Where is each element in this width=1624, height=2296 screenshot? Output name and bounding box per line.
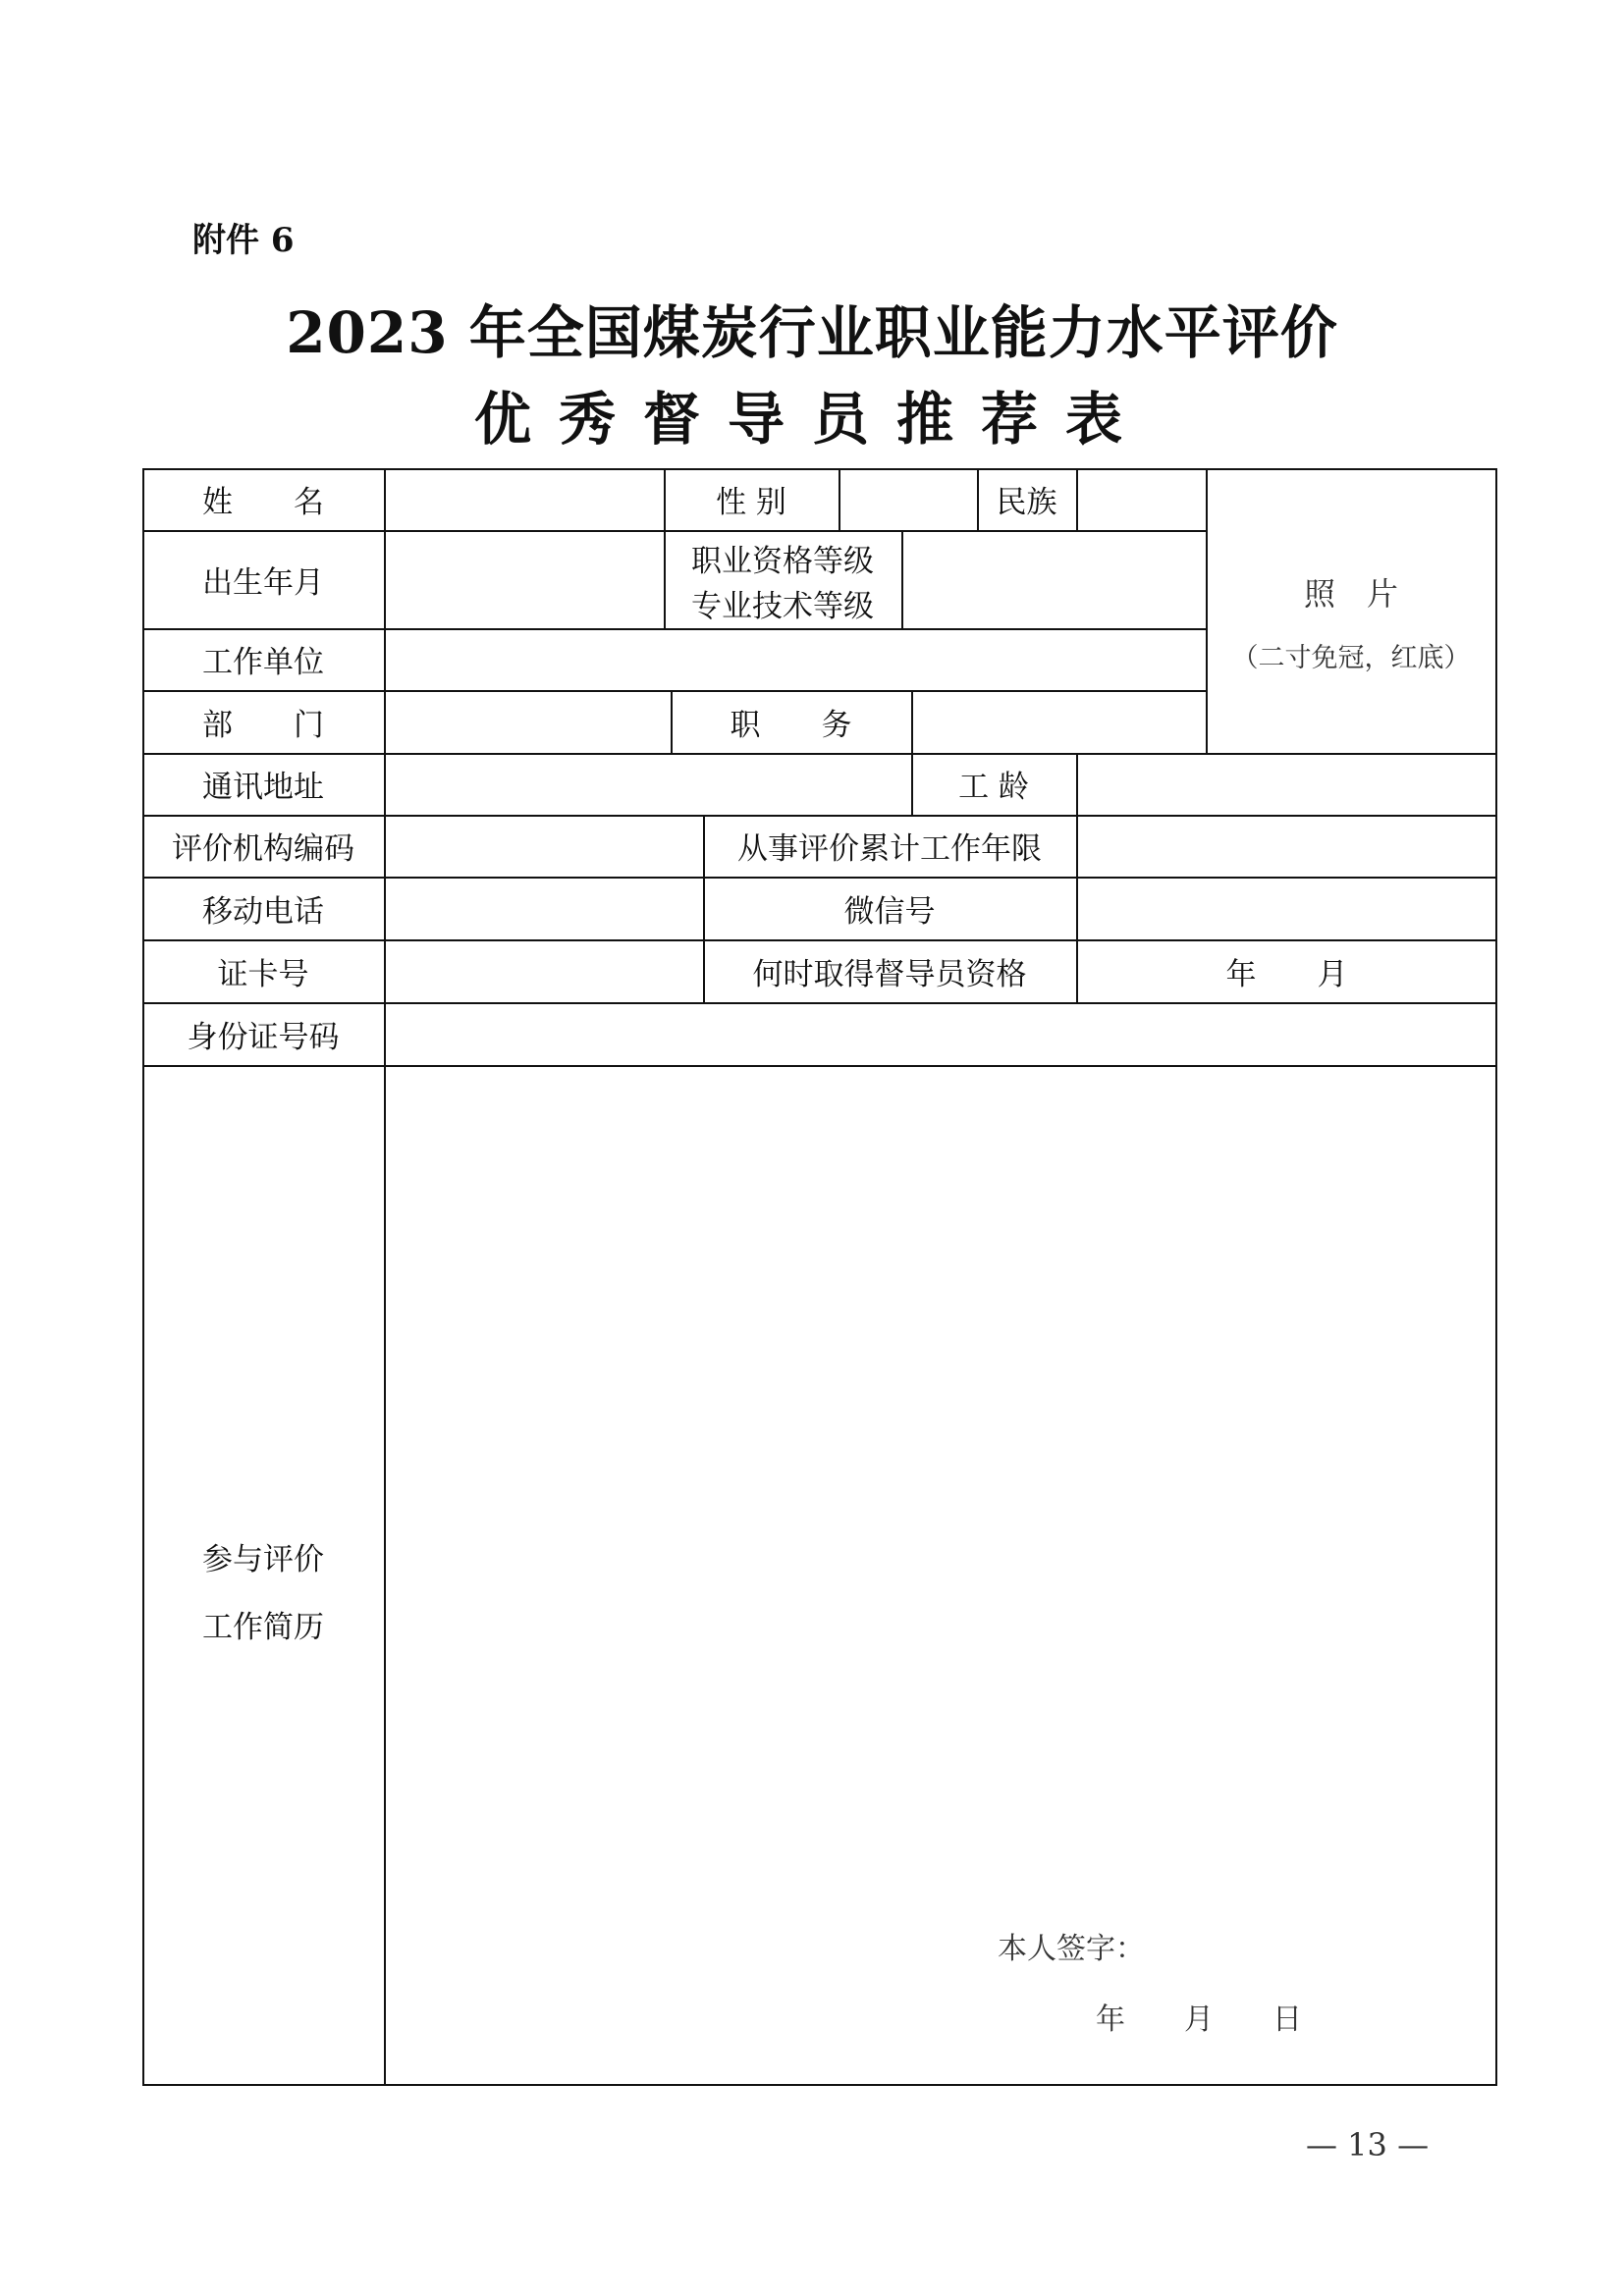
signature-date: 年 月 日 — [1096, 2002, 1302, 2037]
department-label: 部 门 — [202, 707, 324, 743]
resume-label-1: 参与评价 — [202, 1541, 324, 1577]
mobile-label: 移动电话 — [202, 893, 324, 930]
qualification-label-1: 职业资格等级 — [691, 543, 874, 579]
id-label: 身份证号码 — [187, 1019, 340, 1055]
qualification-label-2: 专业技术等级 — [691, 588, 874, 624]
seniority-field[interactable] — [1076, 753, 1497, 815]
position-label: 职 务 — [730, 707, 852, 743]
id-field[interactable] — [384, 1002, 1497, 1065]
wechat-label: 微信号 — [843, 893, 936, 930]
org-code-label: 评价机构编码 — [172, 831, 354, 867]
title-line-1: 2023 年全国煤炭行业职业能力水平评价 — [286, 299, 1338, 366]
photo-label: 照 片 — [1303, 575, 1398, 613]
resume-label-2: 工作简历 — [202, 1609, 324, 1645]
ethnicity-field[interactable] — [1076, 468, 1206, 530]
address-label: 通讯地址 — [202, 770, 324, 805]
attachment-label: 附件 6 — [192, 221, 295, 260]
employer-label: 工作单位 — [202, 645, 324, 680]
position-field[interactable] — [911, 690, 1206, 753]
cert-no-field[interactable] — [384, 939, 703, 1002]
qualified-time-label: 何时取得督导员资格 — [752, 956, 1027, 992]
employer-field[interactable] — [384, 628, 1206, 690]
org-code-field[interactable] — [384, 815, 703, 877]
birth-label: 出生年月 — [202, 564, 324, 601]
mobile-field[interactable] — [384, 877, 703, 939]
seniority-label: 工 龄 — [958, 770, 1029, 805]
birth-field[interactable] — [384, 530, 664, 628]
department-field[interactable] — [384, 690, 671, 753]
signature-label: 本人签字： — [998, 1932, 1145, 1966]
address-field[interactable] — [384, 753, 911, 815]
qualified-time-value[interactable]: 年 月 — [1225, 956, 1348, 992]
page-number: — 13 — — [1306, 2126, 1430, 2163]
name-field[interactable] — [384, 468, 664, 530]
cert-no-label: 证卡号 — [217, 956, 309, 992]
eval-years-field[interactable] — [1076, 815, 1497, 877]
photo-note: （二寸免冠，红底） — [1231, 643, 1471, 673]
resume-field[interactable] — [384, 1065, 1497, 1909]
gender-label: 性 别 — [716, 485, 786, 520]
title-line-2: 优秀督导员推荐表 — [473, 386, 1150, 453]
eval-years-label: 从事评价累计工作年限 — [737, 831, 1042, 867]
ethnicity-label: 民族 — [996, 485, 1057, 520]
name-label: 姓 名 — [202, 485, 324, 520]
qualification-field[interactable] — [901, 530, 1206, 628]
wechat-field[interactable] — [1076, 877, 1497, 939]
gender-field[interactable] — [839, 468, 977, 530]
